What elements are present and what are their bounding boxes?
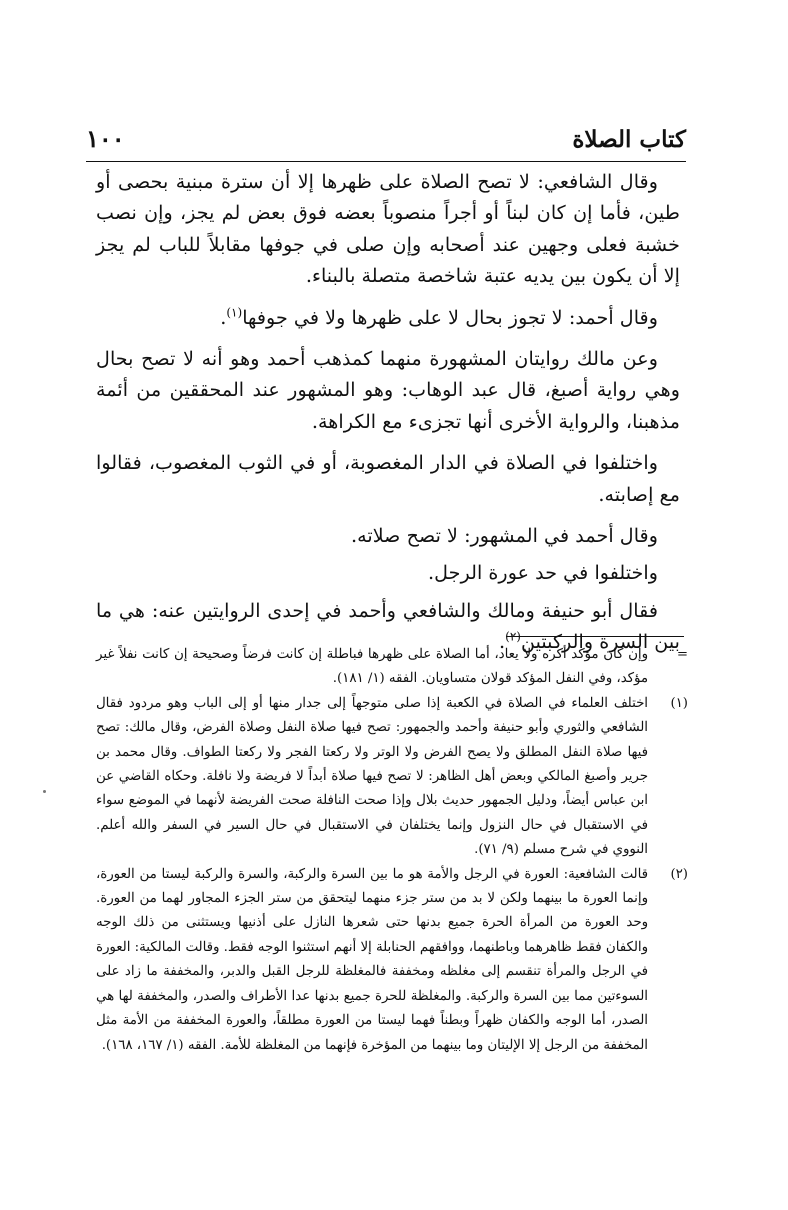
footnote-text: قالت الشافعية: العورة في الرجل والأمة هو ما بين السرة والركبة، والسرة والركبة ليستا من العورة، وإنما العورة ما بينهما ولكن لا بد من ستر جزء منهما ليتحقق من ستر الجزء المجاور لهما من العورة. وحد العورة من المرأة الحرة جميع بدنها حتى شعرها النازل على أذنيها ويستثنى من ذلك الوجه والكفان فقط ظاهرهما وباطنهما، ووافقهم الحنابلة إلا أنهم استثنوا الوجه فقط. وقالت المالكية: العورة في الرجل والمرأة تنقسم إلى مغلظه ومخففة فالمغلظة للرجل القبل والدبر، والمخففة ما زاد على السوءتين مما بين السرة والركبة. والمغلظة للحرة جميع بدنها عدا الأطراف والصدر، والمخففة لها هي الصدر، أما الوجه والكفان ظهراً وبطناً فهما ليستا من العورة مطلقاً، والعورة المخففة من الأمة مثل المخففة من الرجل إلا الإليتان وما بينهما من المؤخرة فإنهما من المغلظة للأمة. الفقه (١/ ١٦٧، ١٦٨). (96, 866, 648, 1053)
paragraph-ahmad-text: وقال أحمد: لا تجوز بحال لا على ظهرها ولا في جوفها (242, 305, 658, 329)
page-header (86, 124, 686, 153)
paragraph-ahmad-end: . (220, 305, 227, 329)
paragraph-usurped: واختلفوا في الصلاة في الدار المغصوبة، أو في الثوب المغصوب، فقالوا مع إصابته. (96, 451, 680, 506)
main-text (96, 166, 680, 668)
header-rule (86, 161, 686, 162)
footnote-mark: = (676, 647, 688, 662)
paragraph-awrah-opinions-text: فقال أبو حنيفة ومالك والشافعي وأحمد في إحدى الروايتين عنه: هي ما بين السرة والركبتين (96, 598, 680, 654)
paragraph-ahmad (96, 302, 680, 333)
footnote-text: اختلف العلماء في الصلاة في الكعبة إذا صلى متوجهاً إلى جدار منها أو إلى الباب وهو مردود فقال الشافعي والثوري وأبو حنيفة وأحمد والجمهور: تصح فيها صلاة النفل وصلاة الفرض، وقال مالك: تصح فيها صلاة النفل المطلق ولا يصح الفرض ولا الوتر ولا ركعتا الفجر ولا ركعتا الطواف. وقال محمد بن جرير وأصبغ المالكي وبعض أهل الظاهر: لا تصح فيها صلاة أبداً لا فريضة ولا نافلة. وحكاه القاضي عن ابن عباس أيضاً، ودليل الجمهور حديث بلال وإذا صحت النافلة صحت الفريضة لأنهما في الموضع سواء في الاستقبال في حال النزول وإنما يختلفان في الاستقبال في حال السير في السفر والله أعلم. النووي في شرح مسلم (٩/ ٧١). (96, 695, 648, 858)
paragraph-shafii: وقال الشافعي: لا تصح الصلاة على ظهرها إلا أن سترة مبنية بحصى أو طين، فأما إن كان لبناً أو أجراً منصوباً بعضه فوق بعض لم يجز، وإن نصب خشبة فعلى وجهين عند أصحابه وإن صلى في جوفها مقابلاً للباب لم يجز إلا أن يكون بين يديه عتبة شاخصة متصلة بالبناء. (96, 170, 680, 288)
paragraph-ahmad-usurped: وقال أحمد في المشهور: لا تصح صلاته. (351, 524, 658, 548)
footnote-mark: (١) (670, 695, 688, 711)
footnote-2 (96, 863, 688, 1058)
footnote-text: وإن كان مؤكد أكره ولا يعاد، أما الصلاة على ظهرها فباطلة إن كانت فرضاً وصحيحة إن كانت نفلاً غير مؤكد، وفي النفل المؤكد قولان متساويان. الفقه (١/ ١٨١). (96, 647, 648, 687)
footnote-separator (506, 636, 684, 637)
paragraph-awrah-opinions-end: . (499, 630, 506, 654)
footnote-ref-1[interactable]: (١) (226, 305, 243, 320)
paragraph-awrah: واختلفوا في حد عورة الرجل. (428, 561, 658, 585)
footnote-continued (96, 643, 688, 692)
page-number: ١٠٠ (86, 124, 125, 153)
paragraph-malik: وعن مالك روايتان المشهورة منهما كمذهب أحمد وهو أنه لا تصح بحال وهي رواية أصبغ، قال عبد الوهاب: وهو المشهور عند المحققين من أئمة مذهبنا، والرواية الأخرى أنها تجزىء مع الكراهة. (96, 347, 680, 433)
footnote-ref-2[interactable]: (٢) (505, 629, 521, 644)
margin-speck (43, 790, 46, 793)
footnote-1 (96, 692, 688, 863)
running-title: كتاب الصلاة (572, 126, 686, 153)
footnote-mark: (٢) (670, 866, 688, 882)
footnotes (96, 643, 688, 1058)
